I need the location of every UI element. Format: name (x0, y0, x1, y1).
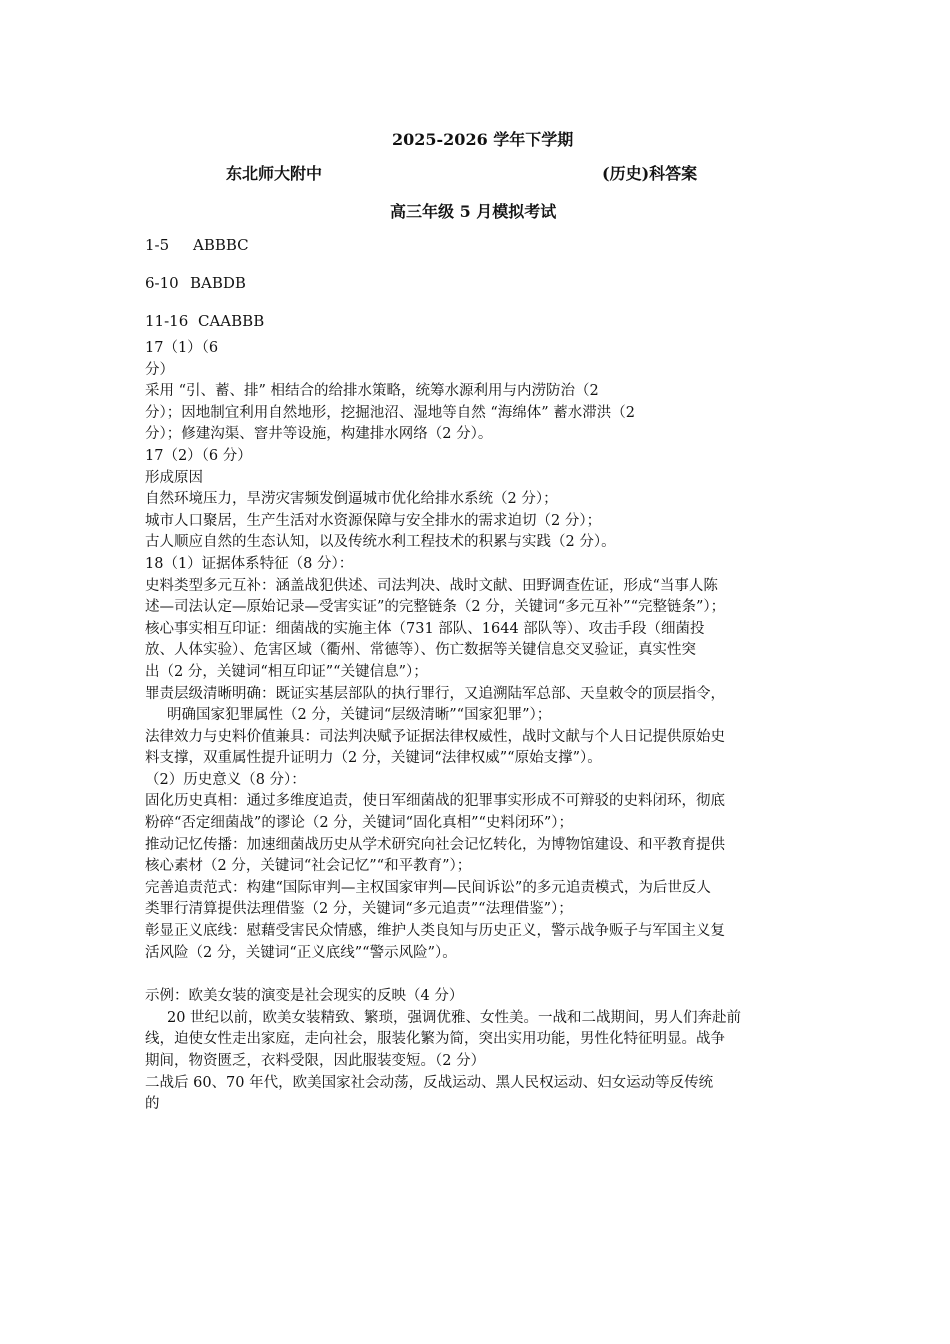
text-line: 的 (145, 1096, 160, 1113)
answer-value: BABDB (190, 274, 246, 292)
text-line: 法律效力与史料价值兼具：司法判决赋予证据法律权威性，战时文献与个人日记提供原始史 (145, 728, 725, 745)
text-line: （2）历史意义（8 分）： (145, 771, 306, 788)
text-line: 明确国家犯罪属性（2 分，关键词“层级清晰”“国家犯罪”）； (167, 707, 552, 724)
exam-title: 高三年级 5 月模拟考试 (390, 202, 557, 221)
text-line: 核心素材（2 分，关键词“社会记忆”“和平教育”）； (145, 858, 472, 875)
answer-row (145, 312, 264, 330)
text-line: 二战后 60、70 年代，欧美国家社会动荡，反战运动、黑人民权运动、妇女运动等反传统 (145, 1074, 714, 1091)
text-line: 18（1）证据体系特征（8 分）： (145, 555, 354, 572)
text-line: 完善追责范式：构建“国际审判—主权国家审判—民间诉讼”的多元追责模式，为后世反人 (145, 879, 711, 896)
text-line: 固化历史真相：通过多维度追责，使日军细菌战的犯罪事实形成不可辩驳的史料闭环，彻底 (145, 793, 725, 810)
text-line: 期间，物资匮乏，衣料受限，因此服装变短。（2 分） (145, 1053, 486, 1069)
answer-value: ABBBC (193, 236, 249, 254)
answer-value: CAABBB (198, 312, 265, 330)
text-line: 核心事实相互印证：细菌战的实施主体（731 部队、1644 部队等）、攻击手段（细菌投 (145, 620, 705, 637)
text-line: 彰显正义底线：慰藉受害民众情感，维护人类良知与历史正义，警示战争贩子与军国主义复 (145, 923, 725, 940)
text-line: 推动记忆传播：加速细菌战历史从学术研究向社会记忆转化，为博物馆建设、和平教育提供 (145, 836, 725, 853)
subject-title: (历史)科答案 (602, 164, 698, 183)
text-line: 类罪行清算提供法理借鉴（2 分，关键词“多元追责”“法理借鉴”）； (145, 901, 573, 918)
text-line: 粉碎“否定细菌战”的谬论（2 分，关键词“固化真相”“史料闭环”）； (145, 815, 574, 832)
text-line: 罪责层级清晰明确：既证实基层部队的执行罪行，又追溯陆军总部、天皇敕令的顶层指令， (145, 685, 725, 702)
text-line: 史料类型多元互补：涵盖战犯供述、司法判决、战时文献、田野调查佐证，形成“当事人陈 (145, 577, 718, 594)
answer-row (145, 236, 249, 254)
text-line: 20 世纪以前，欧美女装精致、繁琐，强调优雅、女性美。一战和二战期间，男人们奔赴前 (167, 1009, 742, 1026)
answer-body (145, 338, 810, 1116)
text-line: 17（1）（6 (145, 340, 219, 356)
text-line: 采用 “引、蓄、排” 相结合的给排水策略，统筹水源利用与内涝防治（2 (145, 383, 599, 400)
text-line: 出（2 分，关键词“相互印证”“关键信息”）； (145, 663, 428, 680)
answer-range: 6-10 (145, 274, 179, 292)
text-line: 分）；修建沟渠、窨井等设施，构建排水网络（2 分）。 (145, 426, 493, 443)
school-name: 东北师大附中 (226, 164, 323, 183)
text-line: 述—司法认定—原始记录—受害实证”的完整链条（2 分，关键词“多元互补”“完整链条”）； (145, 599, 726, 616)
text-line: 古人顺应自然的生态认知，以及传统水利工程技术的积累与实践（2 分）。 (145, 534, 616, 551)
text-line: 17（2）（6 分） (145, 447, 252, 464)
answer-range: 1-5 (145, 236, 170, 254)
term-title: 2025-2026 学年下学期 (392, 130, 574, 149)
spacer (145, 964, 810, 986)
text-line: 料支撑，双重属性提升证明力（2 分，关键词“法律权威”“原始支撑”）。 (145, 750, 602, 767)
text-line: 分）；因地制宜利用自然地形，挖掘池沼、湿地等自然 “海绵体” 蓄水滞洪（2 (145, 404, 636, 421)
text-line: 活风险（2 分，关键词“正义底线”“警示风险”）。 (145, 944, 457, 961)
text-line: 城市人口聚居，生产生活对水资源保障与安全排水的需求迫切（2 分）； (145, 512, 602, 529)
text-line: 线，迫使女性走出家庭，走向社会，服装化繁为简，突出实用功能，男性化特征明显。战争 (145, 1031, 725, 1048)
answer-range: 11-16 (145, 312, 189, 330)
text-line: 放、人体实验）、危害区域（衢州、常德等）、伤亡数据等关键信息交叉验证，真实性突 (145, 642, 696, 659)
answer-row (145, 274, 246, 292)
text-line: 自然环境压力，旱涝灾害频发倒逼城市优化给排水系统（2 分）； (145, 491, 558, 508)
text-line: 分） (145, 361, 174, 378)
text-line: 形成原因 (145, 469, 203, 486)
text-line: 示例：欧美女装的演变是社会现实的反映（4 分） (145, 988, 464, 1005)
